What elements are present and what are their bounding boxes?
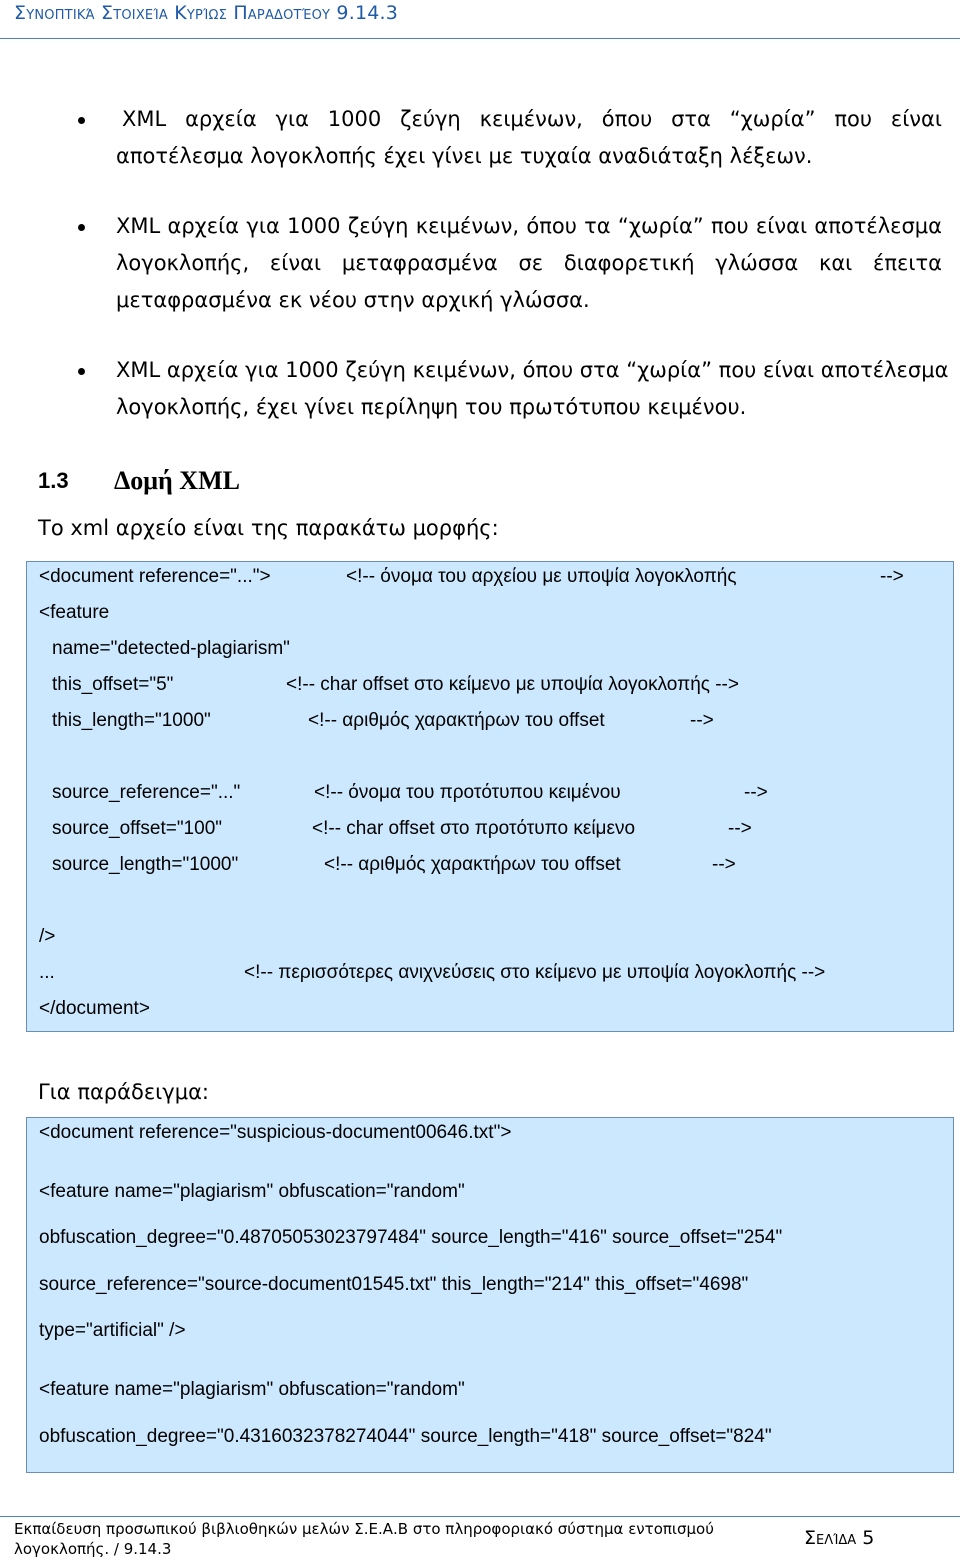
example-line: type="artificial" /> — [39, 1320, 186, 1341]
page-number: Σελίδα 5 — [804, 1527, 875, 1549]
code-document-open: <document reference="..."> — [39, 566, 271, 587]
bullet-2-line-3: μεταφρασμένα εκ νέου στην αρχική γλώσσα. — [116, 288, 590, 312]
code-comment: <!-- αριθμός χαρακτήρων του offset — [324, 854, 621, 875]
code-feature-close: /> — [39, 926, 56, 947]
bullet-1-line-2: αποτέλεσμα λογοκλοπής έχει γίνει με τυχαία αναδιάταξη λέξεων. — [116, 144, 813, 168]
example-line: obfuscation_degree="0.48705053023797484" source_length="416" source_offset="254" — [39, 1227, 783, 1248]
section-title: Δομή XML — [114, 466, 240, 495]
example-line: <feature name="plagiarism" obfuscation="random" — [39, 1379, 465, 1400]
header-divider — [0, 38, 960, 39]
code-attr-name: name="detected-plagiarism" — [52, 638, 290, 659]
code-attr-source-length: source_length="1000" — [52, 854, 239, 875]
code-comment-close: --> — [690, 710, 714, 731]
code-comment-close: --> — [712, 854, 736, 875]
example-line: obfuscation_degree="0.4316032378274044" source_length="418" source_offset="824" — [39, 1426, 772, 1447]
bullet-3-line-1: XML αρχεία για 1000 ζεύγη κειμένων, όπου στα “χωρία” που είναι αποτέλεσμα — [116, 358, 949, 382]
code-ellipsis: ... — [39, 962, 55, 983]
code-comment-close: --> — [728, 818, 752, 839]
code-attr-this-length: this_length="1000" — [52, 710, 211, 731]
footer-divider — [0, 1516, 960, 1517]
bullet-2-line-1: XML αρχεία για 1000 ζεύγη κειμένων, όπου τα “χωρία” που είναι αποτέλεσμα — [116, 214, 942, 238]
example-label: Για παράδειγμα: — [38, 1080, 209, 1104]
code-comment-close: --> — [880, 566, 904, 587]
code-document-close: </document> — [39, 998, 150, 1019]
section-number: 1.3 — [38, 468, 69, 493]
code-attr-this-offset: this_offset="5" — [52, 674, 174, 695]
code-comment-close: --> — [744, 782, 768, 803]
bullet-icon — [78, 117, 85, 124]
code-comment: <!-- char offset στο προτότυπο κείμενο — [312, 818, 636, 839]
code-comment: <!-- char offset στο κείμενο με υποψία λογοκλοπής --> — [286, 674, 739, 695]
page-header-title: Συνοπτικά Στοιχεία Κυρίως Παραδοτέου 9.14.3 — [14, 2, 399, 24]
code-attr-source-offset: source_offset="100" — [52, 818, 223, 839]
bullet-icon — [78, 224, 85, 231]
section-intro: Το xml αρχείο είναι της παρακάτω μορφής: — [38, 516, 499, 540]
code-comment: <!-- αριθμός χαρακτήρων του offset — [308, 710, 605, 731]
footer-text-line-2: λογοκλοπής. / 9.14.3 — [14, 1540, 172, 1558]
example-line: <feature name="plagiarism" obfuscation="random" — [39, 1181, 465, 1202]
example-line: <document reference="suspicious-document00646.txt"> — [39, 1122, 512, 1143]
code-attr-source-reference: source_reference="..." — [52, 782, 241, 803]
bullet-icon — [78, 368, 85, 375]
bullet-2-line-2: λογοκλοπής, είναι μεταφρασμένα σε διαφορετική γλώσσα και έπειτα — [116, 251, 942, 275]
footer-text-line-1: Εκπαίδευση προσωπικού βιβλιοθηκών μελών Σ.Ε.Α.Β στο πληροφοριακό σύστημα εντοπισμού — [14, 1520, 714, 1538]
bullet-3-line-2: λογοκλοπής, έχει γίνει περίληψη του πρωτότυπου κειμένου. — [116, 395, 747, 419]
code-comment: <!-- όνομα του προτότυπου κειμένου — [314, 782, 621, 803]
bullet-1-line-1: XML αρχεία για 1000 ζεύγη κειμένων, όπου στα “χωρία” που είναι — [122, 107, 942, 131]
code-comment: <!-- περισσότερες ανιχνεύσεις στο κείμενο με υποψία λογοκλοπής --> — [244, 962, 826, 983]
code-feature-open: <feature — [39, 602, 110, 623]
example-line: source_reference="source-document01545.txt" this_length="214" this_offset="4698" — [39, 1274, 749, 1295]
code-comment: <!-- όνομα του αρχείου με υποψία λογοκλοπής — [346, 566, 737, 587]
